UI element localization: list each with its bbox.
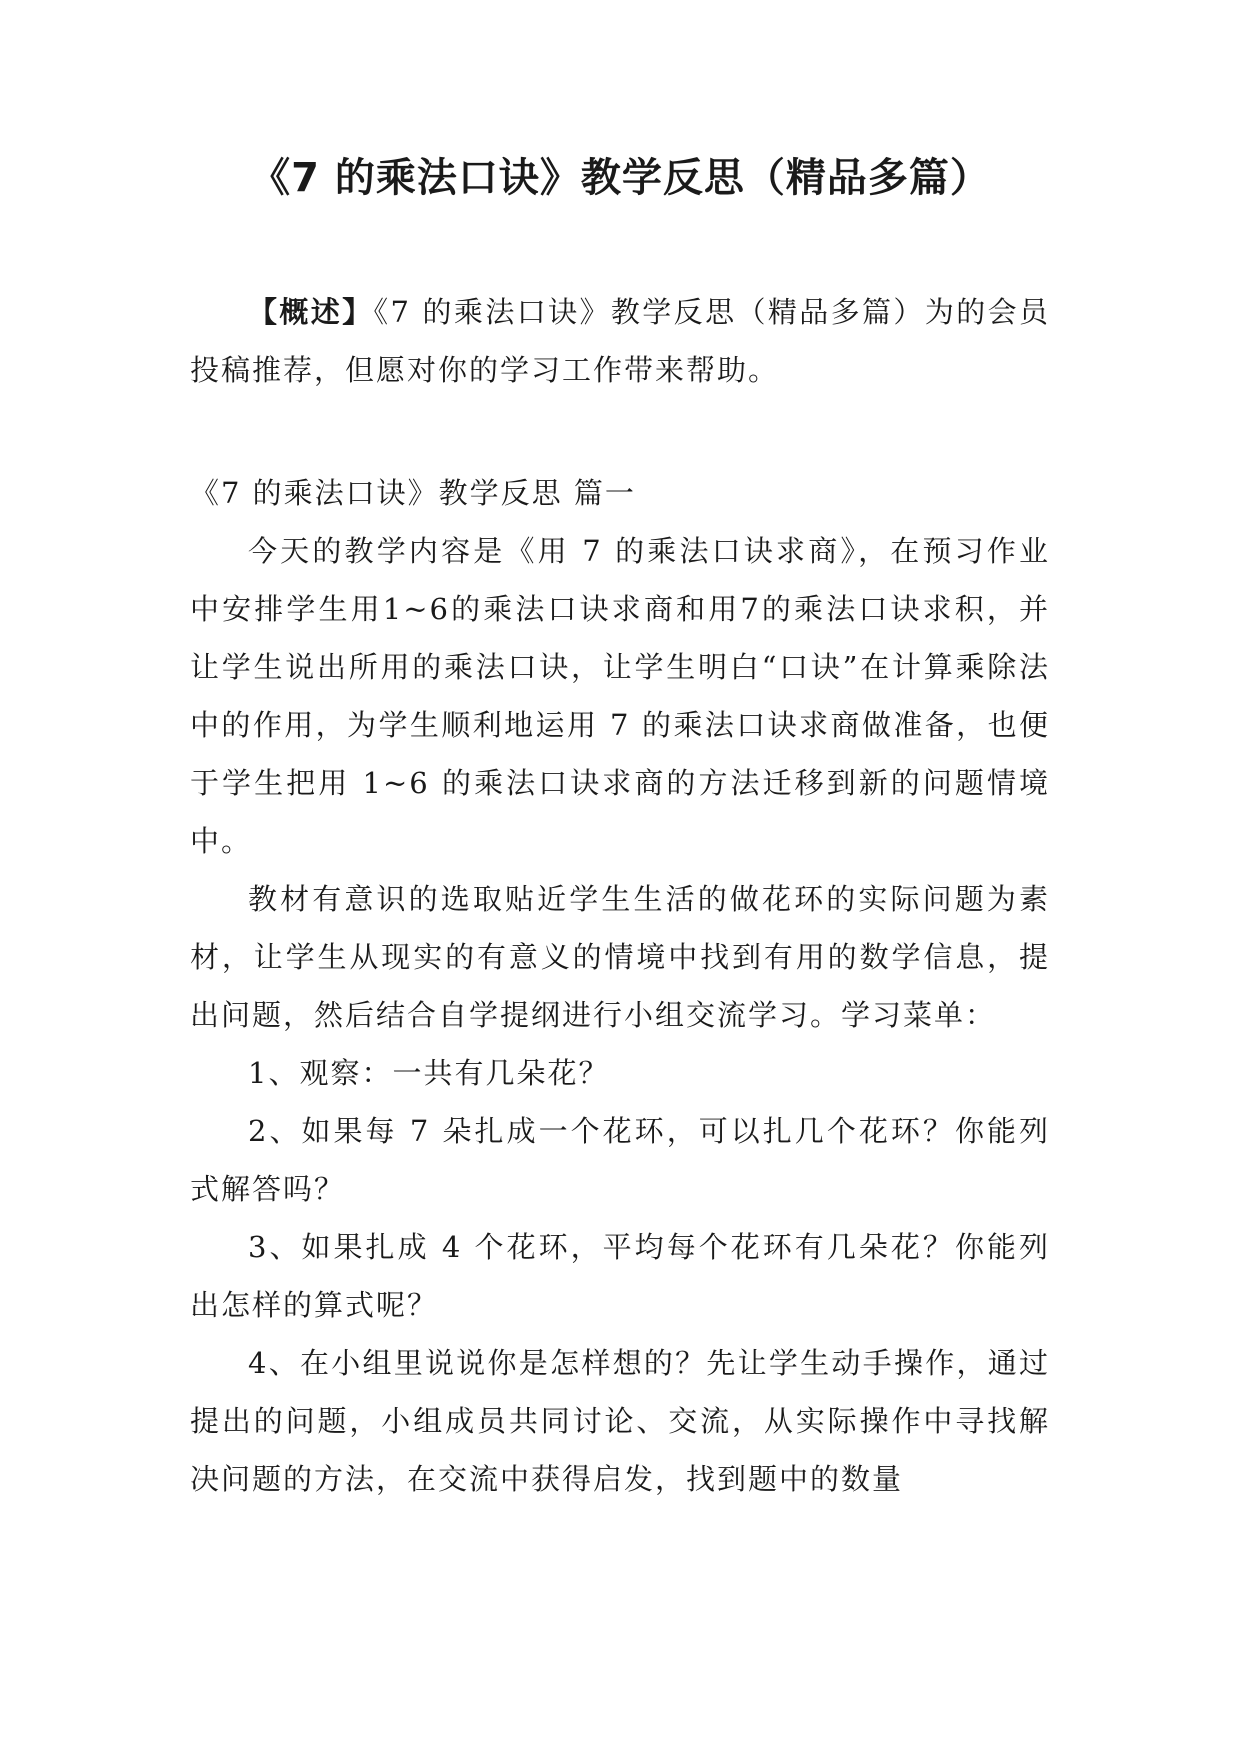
overview-text: 《7 的乘法口诀》教学反思（精品多篇）为的会员投稿推荐，但愿对你的学习工作带来帮助。 (190, 295, 1050, 387)
list-item: 3、如果扎成 4 个花环，平均每个花环有几朵花？你能列出怎样的算式呢？ (190, 1230, 1050, 1322)
overview-label: 【概述】 (248, 295, 374, 329)
section-one (190, 464, 1050, 1508)
overview-paragraph (190, 283, 1050, 399)
list-item: 1、观察：一共有几朵花？ (248, 1056, 610, 1090)
overview-block (190, 283, 1050, 399)
paragraph: 今天的教学内容是《用 7 的乘法口诀求商》，在预习作业中安排学生用1~6的乘法口诀求商和用7的乘法口诀求积，并让学生说出所用的乘法口诀，让学生明白“口诀”在计算乘除法中的作用，为学生顺利地运用 7 的乘法口诀求商做准备，也便于学生把用 1~6 的乘法口诀求商的方法迁移到新的问题情境中。 (190, 534, 1050, 858)
section-heading: 《7 的乘法口诀》教学反思 篇一 (190, 476, 636, 510)
paragraph: 教材有意识的选取贴近学生生活的做花环的实际问题为素材，让学生从现实的有意义的情境中找到有用的数学信息，提出问题，然后结合自学提纲进行小组交流学习。学习菜单： (190, 882, 1050, 1032)
list-item: 2、如果每 7 朵扎成一个花环，可以扎几个花环？你能列式解答吗？ (190, 1114, 1050, 1206)
document-title: 《7 的乘法口诀》教学反思（精品多篇） (250, 155, 991, 201)
list-item: 4、在小组里说说你是怎样想的？先让学生动手操作，通过提出的问题，小组成员共同讨论、交流，从实际操作中寻找解决问题的方法，在交流中获得启发，找到题中的数量 (190, 1346, 1050, 1496)
